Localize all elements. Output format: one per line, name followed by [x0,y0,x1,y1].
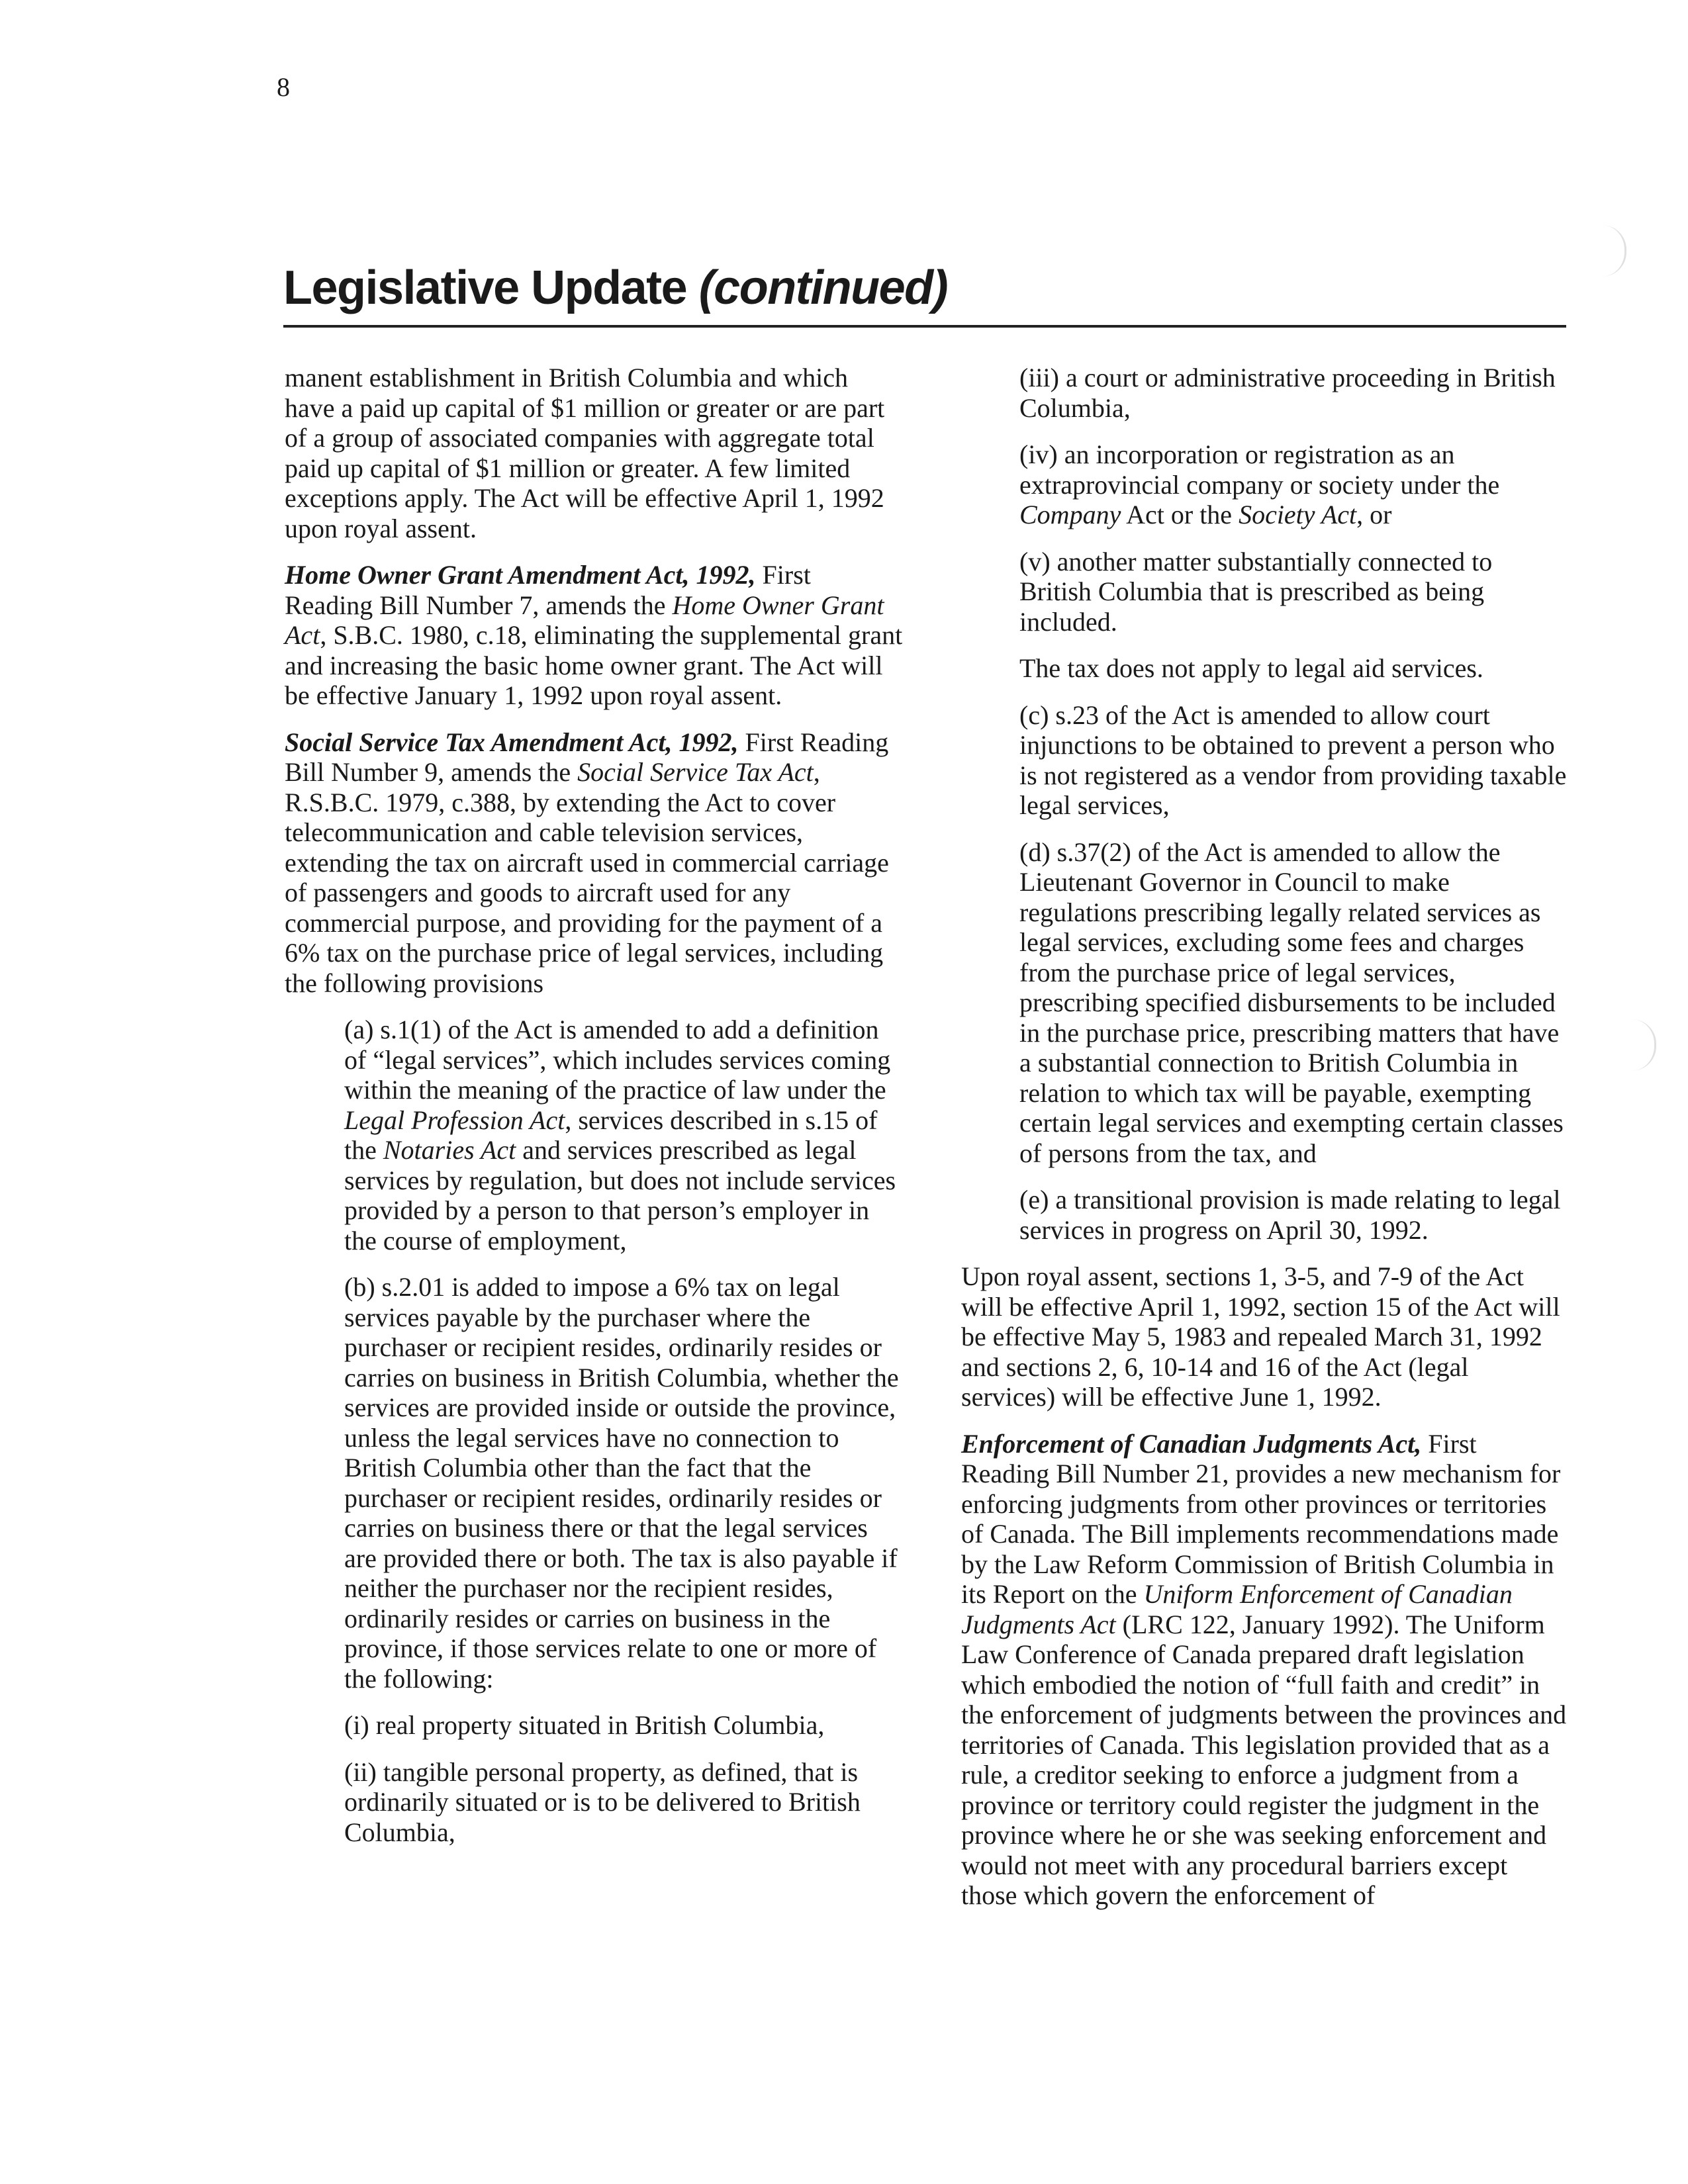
provision-b: (b) s.2.01 is added to impose a 6% tax on legal services payable by the purchaser where the purchaser or recipient resides, ordinarily resides or carries on business in British Columbia, whether the services are provided inside or outside the province, unless the legal services have no connection to British Columbia other than the fact that the purchaser or recipient resides, ordinarily resides or carries on business there or that the legal services are provided there or both. The tax is also payable if neither the purchaser nor the recipient resides, ordinarily resides or carries on business in the province, if those services relate to one or more of the following: [344,1272,899,1694]
provision-d: (d) s.37(2) of the Act is amended to allow the Lieutenant Governor in Council to make regulations prescribing legally related services as legal services, excluding some fees and charges from the purchase price of legal services, prescribing specified disbursements to be included in the purchase price, prescribing matters that have a substantial connection to British Columbia in relation to which tax will be payable, exempting certain legal services and exempting certain classes of persons from the tax, and [1019,837,1564,1168]
provision-i: (i) real property situated in British Columbia, [344,1710,825,1740]
paragraph-continuation: manent establishment in British Columbia and which have a paid up capital of $1 million or greater or are part of a group of associated companies with aggregate total paid up capital of $1 million or greater. A few limited exceptions apply. The Act will be effective April 1, 1992 upon royal assent. [285,363,885,543]
provision-iii: (iii) a court or administrative proceeding in British Columbia, [1019,363,1556,423]
scan-punch-hole-mark [1602,225,1626,277]
provision-e: (e) a transitional provision is made relating to legal services in progress on April 30, 1992. [1019,1185,1561,1245]
provision-c: (c) s.23 of the Act is amended to allow court injunctions to be obtained to prevent a person who is not registered as a vendor from providing taxable legal services, [1019,700,1567,820]
paragraph-enforcement-judgments: Enforcement of Canadian Judgments Act, First Reading Bill Number 21, provides a new mechanism for enforcing judgments from other provinces or territories of Canada. The Bill implements recommendations made by the Law Reform Commission of British Columbia in its Report on the Uniform Enforcement of Canadian Judgments Act (LRC 122, January 1992). The Uniform Law Conference of Canada prepared draft legislation which embodied the notion of “full faith and credit” in the enforcement of judgments between the provinces and territories of Canada. This legislation provided that as a rule, a creditor seeking to enforce a judgment from a province or territory could register the judgment in the province where he or she was seeking enforcement and would not meet with any procedural barriers except those which govern the enforcement of [961,1428,1567,1910]
act-title: Home Owner Grant Amendment Act, 1992, [285,560,756,590]
provision-ii: (ii) tangible personal property, as defined, that is ordinarily situated or is to be delivered to British Columbia, [344,1756,861,1847]
act-title: Social Service Tax Amendment Act, 1992, [285,727,739,757]
provision-a: (a) s.1(1) of the Act is amended to add a definition of “legal services”, which includes services coming within the meaning of the practice of law under the Legal Profession Act, services described in s.15 of the Notaries Act and services prescribed as legal services by regulation, but does not include services provided by a person to that person’s employer in the course of employment, [344,1015,896,1255]
section-heading [283,258,947,318]
provision-iv: (iv) an incorporation or registration as an extraprovincial company or society under the Company Act or the Society Act, or [1019,439,1500,529]
legal-aid-note: The tax does not apply to legal aid services. [1019,653,1483,683]
left-column [285,363,904,1864]
paragraph-royal-assent: Upon royal assent, sections 1, 3-5, and 7-9 of the Act will be effective April 1, 1992, section 15 of the Act will be effective May 5, 1983 and repealed March 31, 1992 and sections 2, 6, 10-14 and 16 of the Act (legal services) will be effective June 1, 1992. [961,1261,1560,1412]
provision-v: (v) another matter substantially connected to British Columbia that is prescribed as being included. [1019,546,1493,637]
scan-punch-hole-mark [1632,1019,1656,1071]
heading-continued: (continued) [698,261,948,314]
page-number: 8 [277,72,290,102]
heading-main: Legislative Update [283,261,687,314]
paragraph-home-owner-grant: Home Owner Grant Amendment Act, 1992, First Reading Bill Number 7, amends the Home Owner Grant Act, S.B.C. 1980, c.18, eliminating the supplemental grant and increasing the basic home owner grant. The Act will be effective January 1, 1992 upon royal assent. [285,560,903,710]
right-column [961,363,1569,1927]
paragraph-social-service-tax: Social Service Tax Amendment Act, 1992, First Reading Bill Number 9, amends the Social Service Tax Act, R.S.B.C. 1979, c.388, by extending the Act to cover telecommunication and cable television services, extending the tax on aircraft used in commercial carriage of passengers and goods to aircraft used for any commercial purpose, and providing for the payment of a 6% tax on the purchase price of legal services, including the following provisions [285,727,889,998]
heading-rule [283,325,1566,328]
act-title: Enforcement of Canadian Judgments Act, [961,1428,1422,1459]
